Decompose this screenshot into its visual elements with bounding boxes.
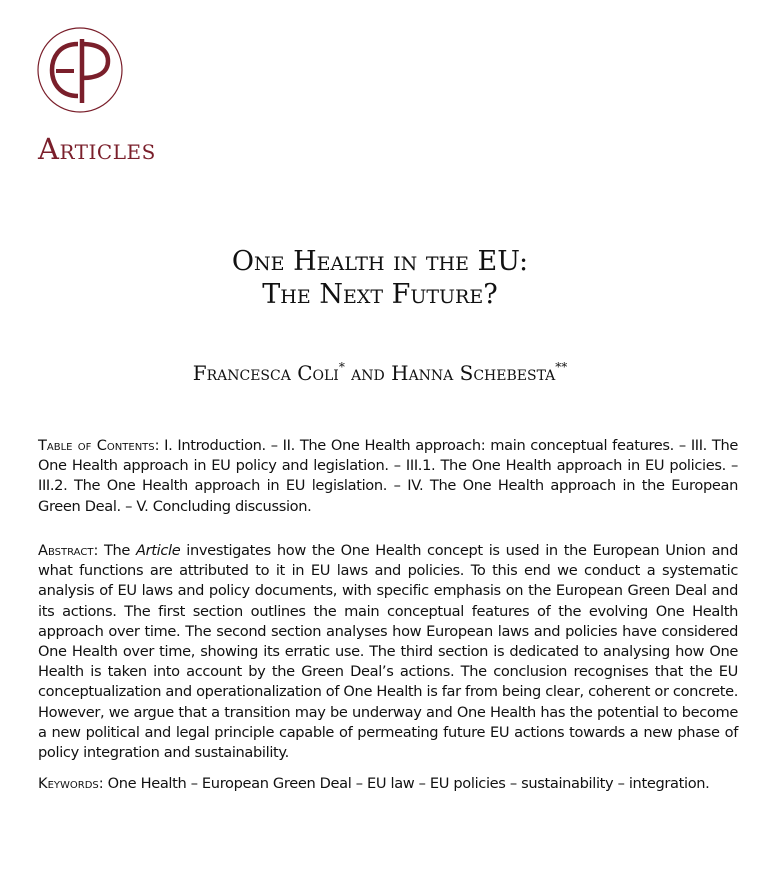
article-title <box>0 245 760 311</box>
abstract-label: Abstract <box>38 542 94 559</box>
toc-text: I. Introduction. – II. The One Health approach: main conceptual features. – III. The One Health approach in EU policy and legislation. – III.1. The One Health approach in EU policies. – III.2. The One Health approach in EU legislation. – IV. The One Health approach in the European Green Deal. – V. Concluding discussion. <box>38 437 739 515</box>
section-label: Articles <box>38 132 156 166</box>
footnote-marker[interactable]: ** <box>555 360 568 374</box>
footnote-marker[interactable]: * <box>338 360 345 374</box>
abstract-text: investigates how the One Health concept is used in the European Union and what functions are attributed to it in EU laws and policies. To this end we conduct a systematic analysis of EU laws and policy documents, with specific emphasis on the European Green Deal and its actions. The first section outlines the main conceptual features of the evolving One Health approach over time. The second section analyses how European laws and policies have considered One Health over time, showing its erratic use. The third section is dedicated to analysing how One Health is taken into account by the Green Deal’s actions. The conclusion recognises that the EU conceptualization and operationalization of One Health is far from being clear, coherent or concrete. However, we argue that a transition may be underway and One Health has the potential to become a new political and legal principle capable of permeating future EU actions towards a new phase of policy integration and sustainability. <box>38 542 739 762</box>
toc-label: Table of Contents <box>38 437 155 454</box>
abstract: Abstract: The Article investigates how the One Health concept is used in the European Union and what functions are attributed to it in EU laws and policies. To this end we conduct a systematic analysis of EU laws and policy documents, with specific emphasis on the European Green Deal and its actions. The first section outlines the main conceptual features of the evolving One Health approach over time. The second section analyses how European laws and policies have considered One Health over time, showing its erratic use. The third section is dedicated to analysing how One Health is taken into account by the Green Deal’s actions. The conclusion recognises that the EU conceptualization and operationalization of One Health is far from being clear, coherent or concrete. However, we argue that a transition may be underway and One Health has the potential to become a new political and legal principle capable of permeating future EU actions towards a new phase of policy integration and sustainability. <box>38 542 739 762</box>
journal-logo <box>36 27 126 113</box>
keywords: Keywords: One Health – European Green Deal – EU law – EU policies – sustainability – integration. <box>38 775 710 792</box>
author-name: Francesca Coli <box>192 361 339 385</box>
table-of-contents: Table of Contents: I. Introduction. – II. The One Health approach: main conceptual features. – III. The One Health approach in EU policy and legislation. – III.1. The One Health approach in EU policies. – III.2. The One Health approach in EU legislation. – IV. The One Health approach in the European Green Deal. – V. Concluding discussion. <box>38 437 739 515</box>
abstract-emphasis: Article <box>135 542 181 559</box>
title-line-1: One Health in the EU: <box>231 246 529 277</box>
abstract-lead: The <box>103 542 136 559</box>
author-line <box>0 359 760 387</box>
title-line-2: The Next Future? <box>262 279 498 310</box>
author-name: Hanna Schebesta <box>391 361 556 385</box>
ep-monogram-icon <box>36 27 126 113</box>
author-connector: and <box>344 361 392 385</box>
keywords-text: One Health – European Green Deal – EU law – EU policies – sustainability – integration. <box>107 775 710 792</box>
keywords-label: Keywords <box>38 775 99 792</box>
